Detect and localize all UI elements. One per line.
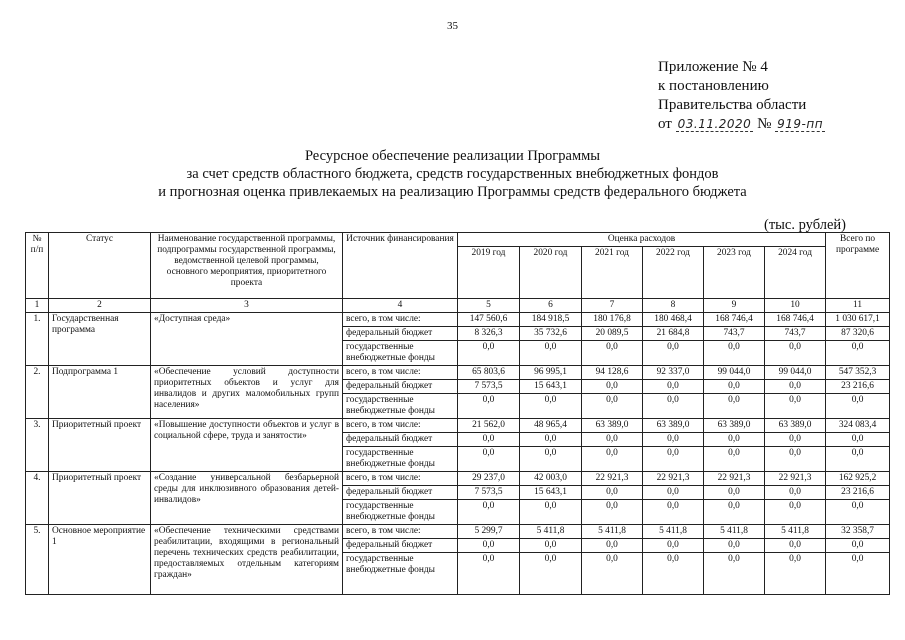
title-line-3: и прогнозная оценка привлекаемых на реализацию Программы средств федерального бюджета [158, 184, 747, 200]
row-year-value: 21 562,0 [458, 419, 520, 433]
row-name: «Обеспечение условий доступности приоритетных объектов и услуг для инвалидов и других маломобильных групп населения» [151, 366, 343, 419]
header-year: 2020 год [520, 247, 582, 299]
row-year-value: 0,0 [643, 539, 704, 553]
row-total-value: 1 030 617,1 [826, 313, 890, 327]
row-year-value: 63 389,0 [704, 419, 765, 433]
row-status: Государственная программа [49, 313, 151, 366]
decree-number: 919-пп [777, 117, 824, 131]
row-year-value: 94 128,6 [582, 366, 643, 380]
row-number: 4. [26, 472, 49, 525]
row-year-value: 15 643,1 [520, 486, 582, 500]
unit-label: (тыс. рублей) [764, 217, 846, 233]
row-name: «Обеспечение техническими средствами реабилитации, входящими в региональный перечень технических средств реабилитации, предоставляемых отдельным категориям граждан» [151, 525, 343, 595]
row-year-value: 63 389,0 [765, 419, 826, 433]
table-row [26, 313, 890, 327]
row-year-value: 0,0 [704, 341, 765, 366]
row-total-value: 324 083,4 [826, 419, 890, 433]
row-year-value: 0,0 [765, 341, 826, 366]
column-number: 8 [643, 299, 704, 313]
row-year-value: 63 389,0 [643, 419, 704, 433]
row-total-value: 0,0 [826, 394, 890, 419]
row-year-value: 99 044,0 [765, 366, 826, 380]
row-source: федеральный бюджет [343, 539, 458, 553]
header-source: Источник финансирования [343, 233, 458, 299]
row-total-value: 87 320,6 [826, 327, 890, 341]
column-number: 1 [26, 299, 49, 313]
row-year-value: 0,0 [582, 341, 643, 366]
row-year-value: 0,0 [643, 380, 704, 394]
row-year-value: 22 921,3 [582, 472, 643, 486]
from-prefix: от [658, 116, 672, 132]
row-number: 2. [26, 366, 49, 419]
row-year-value: 35 732,6 [520, 327, 582, 341]
column-number-row [26, 299, 890, 313]
row-source: всего, в том числе: [343, 525, 458, 539]
row-year-value: 0,0 [643, 341, 704, 366]
row-year-value: 0,0 [643, 447, 704, 472]
header-year: 2023 год [704, 247, 765, 299]
row-year-value: 0,0 [704, 500, 765, 525]
row-year-value: 20 089,5 [582, 327, 643, 341]
row-year-value: 65 803,6 [458, 366, 520, 380]
row-year-value: 0,0 [520, 394, 582, 419]
row-source: федеральный бюджет [343, 433, 458, 447]
row-year-value: 0,0 [643, 553, 704, 595]
row-year-value: 0,0 [765, 553, 826, 595]
column-number: 5 [458, 299, 520, 313]
column-number: 3 [151, 299, 343, 313]
row-year-value: 0,0 [520, 553, 582, 595]
row-source: государственные внебюджетные фонды [343, 553, 458, 595]
row-year-value: 0,0 [704, 380, 765, 394]
row-source: федеральный бюджет [343, 327, 458, 341]
row-year-value: 22 921,3 [765, 472, 826, 486]
row-year-value: 0,0 [520, 539, 582, 553]
row-year-value: 0,0 [643, 433, 704, 447]
row-source: всего, в том числе: [343, 313, 458, 327]
row-year-value: 0,0 [582, 500, 643, 525]
row-total-value: 0,0 [826, 500, 890, 525]
row-year-value: 147 560,6 [458, 313, 520, 327]
row-total-value: 547 352,3 [826, 366, 890, 380]
row-source: всего, в том числе: [343, 366, 458, 380]
row-year-value: 0,0 [582, 553, 643, 595]
row-total-value: 162 925,2 [826, 472, 890, 486]
row-year-value: 5 411,8 [765, 525, 826, 539]
row-number: 5. [26, 525, 49, 595]
row-total-value: 0,0 [826, 341, 890, 366]
row-year-value: 0,0 [458, 500, 520, 525]
appendix-line-3: Правительства области [658, 97, 807, 113]
row-total-value: 23 216,6 [826, 486, 890, 500]
row-year-value: 42 003,0 [520, 472, 582, 486]
row-year-value: 5 411,8 [643, 525, 704, 539]
row-year-value: 0,0 [765, 486, 826, 500]
row-total-value: 23 216,6 [826, 380, 890, 394]
row-number: 3. [26, 419, 49, 472]
table-body [26, 313, 890, 595]
row-year-value: 0,0 [765, 500, 826, 525]
header-estimate: Оценка расходов [458, 233, 826, 247]
title-line-2: за счет средств областного бюджета, средств государственных внебюджетных фондов [186, 166, 719, 182]
row-name: «Повышение доступности объектов и услуг в социальной сфере, труда и занятости» [151, 419, 343, 472]
row-year-value: 0,0 [458, 341, 520, 366]
row-source: федеральный бюджет [343, 380, 458, 394]
row-year-value: 0,0 [582, 380, 643, 394]
row-total-value: 0,0 [826, 553, 890, 595]
row-year-value: 0,0 [643, 500, 704, 525]
row-year-value: 0,0 [520, 500, 582, 525]
table-row [26, 366, 890, 380]
row-year-value: 180 176,8 [582, 313, 643, 327]
row-year-value: 0,0 [520, 341, 582, 366]
row-year-value: 743,7 [704, 327, 765, 341]
row-year-value: 96 995,1 [520, 366, 582, 380]
row-year-value: 0,0 [458, 433, 520, 447]
row-year-value: 8 326,3 [458, 327, 520, 341]
row-year-value: 184 918,5 [520, 313, 582, 327]
row-year-value: 0,0 [643, 394, 704, 419]
appendix-line-1: Приложение № 4 [658, 59, 768, 75]
row-year-value: 0,0 [765, 539, 826, 553]
row-year-value: 22 921,3 [643, 472, 704, 486]
header-num: № п/п [26, 233, 49, 299]
row-year-value: 0,0 [582, 486, 643, 500]
row-year-value: 21 684,8 [643, 327, 704, 341]
row-year-value: 0,0 [582, 539, 643, 553]
header-year: 2019 год [458, 247, 520, 299]
row-total-value: 0,0 [826, 433, 890, 447]
row-year-value: 29 237,0 [458, 472, 520, 486]
table-header [26, 233, 890, 313]
title-line-1: Ресурсное обеспечение реализации Программы [304, 148, 601, 164]
row-year-value: 0,0 [520, 433, 582, 447]
row-year-value: 7 573,5 [458, 380, 520, 394]
column-number: 7 [582, 299, 643, 313]
row-year-value: 5 411,8 [520, 525, 582, 539]
column-number: 4 [343, 299, 458, 313]
decree-date: 03.11.2020 [677, 117, 752, 131]
row-status: Приоритетный проект [49, 419, 151, 472]
row-number: 1. [26, 313, 49, 366]
row-year-value: 0,0 [704, 447, 765, 472]
row-year-value: 0,0 [458, 447, 520, 472]
row-source: государственные внебюджетные фонды [343, 500, 458, 525]
row-year-value: 5 411,8 [704, 525, 765, 539]
row-year-value: 0,0 [643, 486, 704, 500]
row-year-value: 168 746,4 [765, 313, 826, 327]
row-source: всего, в том числе: [343, 472, 458, 486]
row-status: Приоритетный проект [49, 472, 151, 525]
column-number: 2 [49, 299, 151, 313]
row-year-value: 0,0 [458, 394, 520, 419]
row-status: Основное мероприятие 1 [49, 525, 151, 595]
row-year-value: 99 044,0 [704, 366, 765, 380]
row-source: всего, в том числе: [343, 419, 458, 433]
row-source: государственные внебюджетные фонды [343, 447, 458, 472]
row-year-value: 92 337,0 [643, 366, 704, 380]
column-number: 6 [520, 299, 582, 313]
column-number: 11 [826, 299, 890, 313]
table-row [26, 472, 890, 486]
appendix-date-line [658, 115, 825, 134]
row-source: государственные внебюджетные фонды [343, 394, 458, 419]
row-total-value: 0,0 [826, 447, 890, 472]
row-year-value: 48 965,4 [520, 419, 582, 433]
row-year-value: 168 746,4 [704, 313, 765, 327]
row-year-value: 7 573,5 [458, 486, 520, 500]
header-total: Всего по программе [826, 233, 890, 299]
row-year-value: 0,0 [704, 486, 765, 500]
row-year-value: 0,0 [520, 447, 582, 472]
row-source: государственные внебюджетные фонды [343, 341, 458, 366]
row-year-value: 0,0 [704, 394, 765, 419]
row-year-value: 22 921,3 [704, 472, 765, 486]
table-row [26, 525, 890, 539]
row-name: «Создание универсальной безбарьерной среды для инклюзивного образования детей-инвалидов» [151, 472, 343, 525]
row-year-value: 5 299,7 [458, 525, 520, 539]
table-row [26, 419, 890, 433]
row-year-value: 0,0 [765, 394, 826, 419]
row-year-value: 0,0 [765, 447, 826, 472]
appendix-line-2: к постановлению [658, 78, 769, 94]
row-year-value: 0,0 [704, 539, 765, 553]
header-status: Статус [49, 233, 151, 299]
row-status: Подпрограмма 1 [49, 366, 151, 419]
row-year-value: 0,0 [704, 433, 765, 447]
page-number: 35 [447, 20, 458, 32]
row-year-value: 0,0 [582, 394, 643, 419]
row-year-value: 180 468,4 [643, 313, 704, 327]
document-title [0, 147, 905, 201]
number-sign: № [757, 116, 772, 132]
row-year-value: 5 411,8 [582, 525, 643, 539]
row-year-value: 0,0 [582, 447, 643, 472]
row-total-value: 32 358,7 [826, 525, 890, 539]
row-year-value: 0,0 [765, 380, 826, 394]
row-year-value: 15 643,1 [520, 380, 582, 394]
row-year-value: 0,0 [704, 553, 765, 595]
row-year-value: 0,0 [765, 433, 826, 447]
header-name: Наименование государственной программы, подпрограммы государственной программы, ведомственной целевой программы, основного мероприятия, приоритетного проекта [151, 233, 343, 299]
row-year-value: 63 389,0 [582, 419, 643, 433]
header-year: 2024 год [765, 247, 826, 299]
column-number: 10 [765, 299, 826, 313]
row-year-value: 0,0 [458, 539, 520, 553]
row-year-value: 743,7 [765, 327, 826, 341]
row-source: федеральный бюджет [343, 486, 458, 500]
column-number: 9 [704, 299, 765, 313]
header-year: 2022 год [643, 247, 704, 299]
header-year: 2021 год [582, 247, 643, 299]
appendix-block [658, 58, 825, 134]
resource-table [25, 232, 890, 595]
row-total-value: 0,0 [826, 539, 890, 553]
row-year-value: 0,0 [582, 433, 643, 447]
row-year-value: 0,0 [458, 553, 520, 595]
row-name: «Доступная среда» [151, 313, 343, 366]
